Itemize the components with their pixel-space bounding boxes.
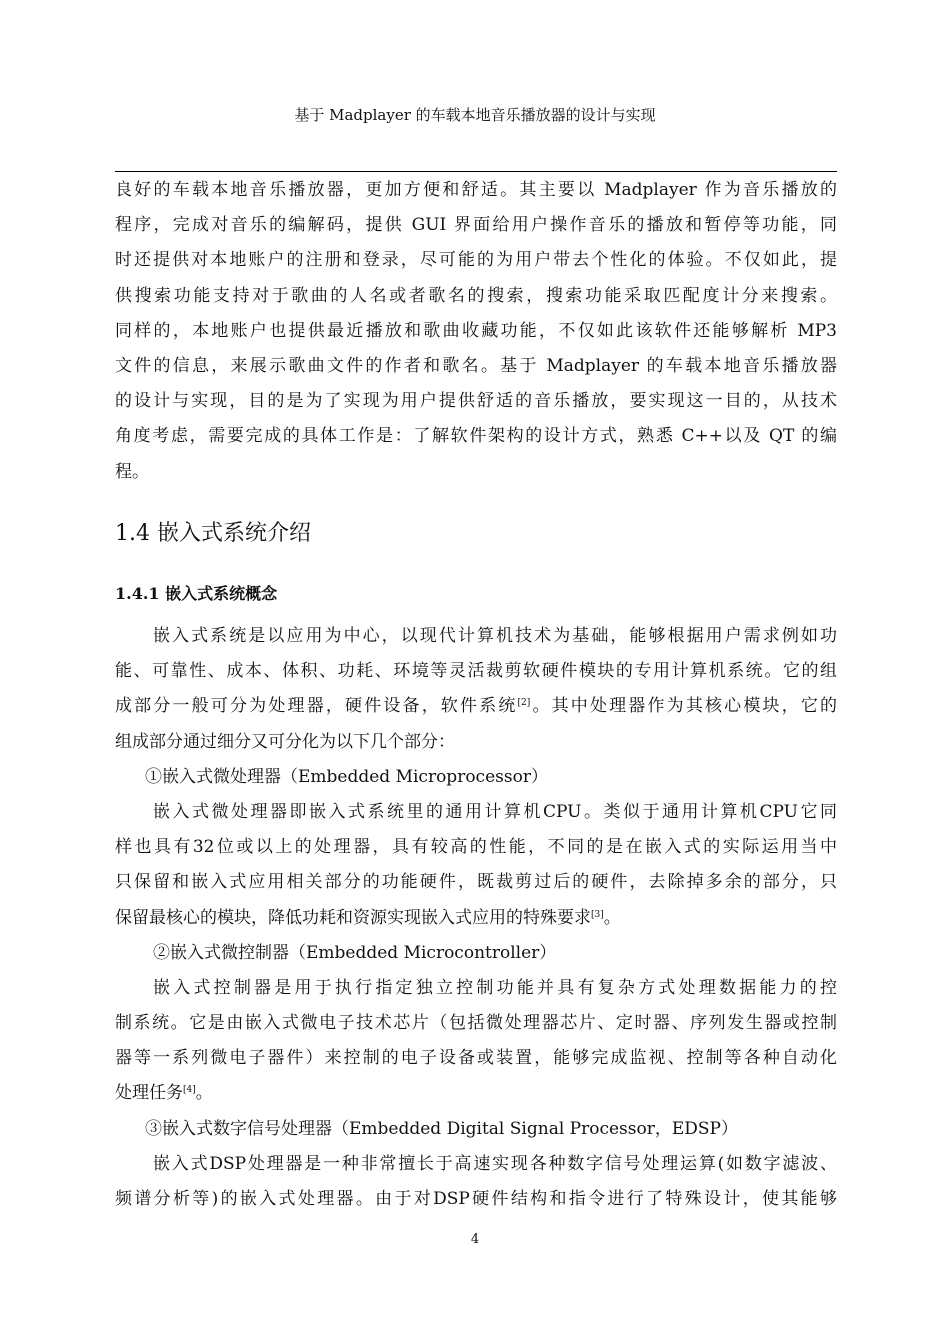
paragraph-line xyxy=(115,689,837,724)
paragraph-line: 供搜索功能支持对于歌曲的人名或者歌名的搜索，搜索功能采取匹配度计分来搜索。 xyxy=(115,285,837,306)
paragraph-line: 制系统。它是由嵌入式微电子技术芯片（包括微处理器芯片、定时器、序列发生器或控制 xyxy=(115,1013,837,1034)
paragraph-line: 嵌入式控制器是用于执行指定独立控制功能并具有复杂方式处理数据能力的控 xyxy=(153,977,837,998)
subsection-heading: 1.4.1 嵌入式系统概念 xyxy=(115,584,278,603)
text: 成部分一般可分为处理器，硬件设备，软件系统 xyxy=(115,696,518,717)
paragraph-line: 频谱分析等)的嵌入式处理器。由于对DSP硬件结构和指令进行了特殊设计，使其能够 xyxy=(115,1189,837,1209)
paragraph-line: 器等一系列微电子器件）来控制的电子设备或装置，能够完成监视、控制等各种自动化 xyxy=(115,1048,837,1069)
list-item-microcontroller: ②嵌入式微控制器（Embedded Microcontroller） xyxy=(153,942,557,963)
paragraph-line: 嵌入式微处理器即嵌入式系统里的通用计算机CPU。类似于通用计算机CPU它同 xyxy=(153,801,837,822)
paragraph-line: 同样的，本地账户也提供最近播放和歌曲收藏功能，不仅如此该软件还能够解析 MP3 xyxy=(115,320,837,341)
paragraph-line: 只保留和嵌入式应用相关部分的功能硬件，既裁剪过后的硬件，去除掉多余的部分，只 xyxy=(115,872,837,893)
header-rule xyxy=(115,171,837,172)
list-item-dsp: ③嵌入式数字信号处理器（Embedded Digital Signal Processor，EDSP） xyxy=(145,1118,738,1139)
text: 。 xyxy=(195,1083,213,1104)
text: 处理任务 xyxy=(115,1083,183,1104)
paragraph-line: 组成部分通过细分又可分化为以下几个部分： xyxy=(115,731,455,752)
paragraph-line xyxy=(115,1076,837,1111)
list-item-microprocessor: ①嵌入式微处理器（Embedded Microprocessor） xyxy=(145,766,548,787)
paragraph-line: 的设计与实现，目的是为了实现为用户提供舒适的音乐播放，要实现这一目的，从技术 xyxy=(115,391,837,412)
paragraph-line: 良好的车载本地音乐播放器，更加方便和舒适。其主要以 Madplayer 作为音乐播放的 xyxy=(115,180,837,200)
paragraph-line: 嵌入式系统是以应用为中心，以现代计算机技术为基础，能够根据用户需求例如功 xyxy=(153,626,837,646)
paragraph-line: 能、可靠性、成本、体积、功耗、环境等灵活裁剪软硬件模块的专用计算机系统。它的组 xyxy=(115,661,837,682)
paragraph-line: 嵌入式DSP处理器是一种非常擅长于高速实现各种数字信号处理运算(如数字滤波、 xyxy=(153,1153,837,1174)
body-text xyxy=(115,619,837,1217)
paragraph-line: 时还提供对本地账户的注册和登录，尽可能的为用户带去个性化的体验。不仅如此，提 xyxy=(115,250,837,271)
paragraph-line xyxy=(115,901,837,936)
paragraph-line: 程序，完成对音乐的编解码，提供 GUI 界面给用户操作音乐的播放和暂停等功能，同 xyxy=(115,215,837,236)
section-heading: 1.4 嵌入式系统介绍 xyxy=(115,521,311,546)
citation: [2] xyxy=(517,698,531,709)
paragraph-line: 文件的信息，来展示歌曲文件的作者和歌名。基于 Madplayer 的车载本地音乐播放器 xyxy=(115,355,837,376)
running-header: 基于 Madplayer 的车载本地音乐播放器的设计与实现 xyxy=(294,106,656,124)
text: 保留最核心的模块，降低功耗和资源实现嵌入式应用的特殊要求 xyxy=(115,907,591,928)
citation: [4] xyxy=(183,1085,196,1096)
intro-paragraph xyxy=(115,173,837,490)
text: 。 xyxy=(603,907,621,928)
paragraph-line: 角度考虑，需要完成的具体工作是：了解软件架构的设计方式，熟悉 C++以及 QT 的编 xyxy=(115,426,837,447)
paragraph-line: 样也具有32位或以上的处理器，具有较高的性能，不同的是在嵌入式的实际运用当中 xyxy=(115,837,837,858)
text: 。其中处理器作为其核心模块，它的 xyxy=(530,696,837,717)
citation: [3] xyxy=(591,909,604,920)
paragraph-line: 程。 xyxy=(115,461,149,482)
page-number: 4 xyxy=(470,1232,480,1247)
